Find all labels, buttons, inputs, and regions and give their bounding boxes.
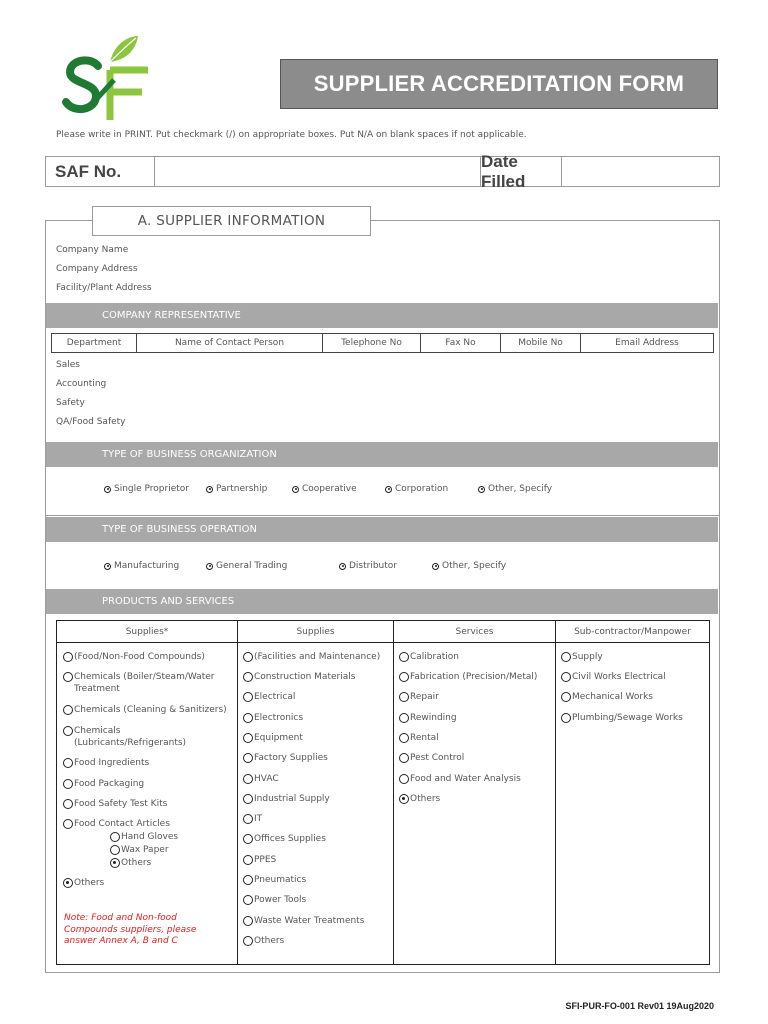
date-filled-field[interactable] bbox=[562, 157, 719, 186]
radio-dot-icon bbox=[339, 563, 346, 570]
radio-circle-icon bbox=[399, 733, 409, 743]
radio-circle-icon bbox=[561, 652, 571, 662]
radio-circle-icon bbox=[63, 819, 73, 829]
radio-circle-icon bbox=[243, 713, 253, 723]
divider bbox=[46, 515, 719, 516]
radio-circle-icon bbox=[243, 916, 253, 926]
radio-circle-icon bbox=[63, 705, 73, 715]
checkbox-chemicals-cleaning[interactable]: Chemicals (Cleaning & Sanitizers) bbox=[63, 704, 227, 716]
checkbox-food-water-analysis[interactable]: Food and Water Analysis bbox=[399, 773, 521, 785]
column-supplies bbox=[238, 621, 394, 964]
radio-circle-icon bbox=[399, 713, 409, 723]
saf-row bbox=[45, 151, 720, 191]
column-contact-person: Name of Contact Person bbox=[137, 334, 323, 352]
checkbox-hvac[interactable]: HVAC bbox=[243, 773, 279, 785]
checkbox-pneumatics[interactable]: Pneumatics bbox=[243, 874, 306, 886]
checkbox-services-others[interactable]: Others bbox=[399, 793, 440, 805]
checkbox-plumbing-sewage[interactable]: Plumbing/Sewage Works bbox=[561, 712, 683, 724]
rep-row-accounting: Accounting bbox=[56, 379, 107, 389]
checkbox-mechanical-works[interactable]: Mechanical Works bbox=[561, 691, 653, 703]
radio-circle-icon bbox=[561, 713, 571, 723]
radio-corporation[interactable]: Corporation bbox=[385, 484, 448, 494]
radio-circle-icon bbox=[243, 834, 253, 844]
sf-logo-icon bbox=[62, 34, 152, 124]
radio-circle-icon bbox=[63, 758, 73, 768]
radio-circle-icon bbox=[243, 794, 253, 804]
checkbox-ppes[interactable]: PPES bbox=[243, 854, 276, 866]
radio-circle-icon bbox=[110, 832, 120, 842]
radio-dot-icon bbox=[206, 563, 213, 570]
radio-single-proprietor[interactable]: Single Proprietor bbox=[104, 484, 189, 494]
radio-circle-icon bbox=[243, 692, 253, 702]
checkbox-food-contact-articles[interactable]: Food Contact Articles bbox=[63, 818, 170, 830]
form-title: SUPPLIER ACCREDITATION FORM bbox=[280, 59, 718, 109]
date-filled-label: Date Filled bbox=[481, 157, 562, 186]
radio-circle-icon bbox=[243, 875, 253, 885]
company-address-field[interactable]: Company Address bbox=[56, 264, 138, 274]
radio-circle-icon bbox=[243, 733, 253, 743]
radio-circle-icon bbox=[243, 855, 253, 865]
radio-circle-icon bbox=[63, 726, 73, 736]
annex-note: Note: Food and Non-food Compounds suppliers, please answer Annex A, B and C bbox=[64, 913, 197, 946]
radio-checked-icon bbox=[63, 878, 73, 888]
radio-dot-icon bbox=[206, 486, 213, 493]
radio-operation-other[interactable]: Other, Specify bbox=[432, 561, 506, 571]
radio-checked-icon bbox=[399, 794, 409, 804]
radio-circle-icon bbox=[243, 672, 253, 682]
checkbox-construction-materials[interactable]: Construction Materials bbox=[243, 671, 355, 683]
company-logo bbox=[62, 34, 152, 124]
column-services bbox=[394, 621, 556, 964]
radio-partnership[interactable]: Partnership bbox=[206, 484, 267, 494]
checkbox-power-tools[interactable]: Power Tools bbox=[243, 894, 306, 906]
business-op-bar: TYPE OF BUSINESS OPERATION bbox=[46, 517, 718, 542]
checkbox-supplies-others[interactable]: Others bbox=[243, 935, 284, 947]
radio-dot-icon bbox=[104, 486, 111, 493]
checkbox-chemicals-boiler[interactable]: Chemicals (Boiler/Steam/Water Treatment bbox=[63, 671, 235, 695]
column-header: Sub-contractor/Manpower bbox=[556, 621, 709, 643]
radio-circle-icon bbox=[63, 672, 73, 682]
column-telephone: Telephone No bbox=[323, 334, 421, 352]
column-header: Services bbox=[394, 621, 555, 643]
radio-circle-icon bbox=[399, 652, 409, 662]
company-rep-bar: COMPANY REPRESENTATIVE bbox=[46, 303, 718, 328]
checkbox-food-safety-test-kits[interactable]: Food Safety Test Kits bbox=[63, 798, 167, 810]
radio-circle-icon bbox=[243, 774, 253, 784]
business-org-bar: TYPE OF BUSINESS ORGANIZATION bbox=[46, 442, 718, 467]
radio-circle-icon bbox=[243, 895, 253, 905]
column-department: Department bbox=[52, 334, 137, 352]
checkbox-facilities-maintenance[interactable]: (Facilities and Maintenance) bbox=[243, 651, 380, 663]
saf-no-label: SAF No. bbox=[46, 157, 155, 186]
checkbox-industrial-supply[interactable]: Industrial Supply bbox=[243, 793, 330, 805]
document-code: SFI-PUR-FO-001 Rev01 19Aug2020 bbox=[565, 1001, 714, 1011]
checkbox-fabrication[interactable]: Fabrication (Precision/Metal) bbox=[399, 671, 537, 683]
checkbox-rewinding[interactable]: Rewinding bbox=[399, 712, 457, 724]
radio-circle-icon bbox=[399, 692, 409, 702]
rep-row-qa-food-safety: QA/Food Safety bbox=[56, 417, 126, 427]
radio-circle-icon bbox=[243, 936, 253, 946]
checkbox-calibration[interactable]: Calibration bbox=[399, 651, 459, 663]
checkbox-factory-supplies[interactable]: Factory Supplies bbox=[243, 752, 328, 764]
column-mobile: Mobile No bbox=[501, 334, 581, 352]
radio-circle-icon bbox=[110, 845, 120, 855]
checkbox-food-packaging[interactable]: Food Packaging bbox=[63, 778, 144, 790]
radio-checked-icon bbox=[110, 858, 120, 868]
checkbox-hand-gloves[interactable]: Hand Gloves bbox=[110, 831, 178, 843]
checkbox-electrical[interactable]: Electrical bbox=[243, 691, 295, 703]
checkbox-equipment[interactable]: Equipment bbox=[243, 732, 303, 744]
radio-circle-icon bbox=[399, 774, 409, 784]
radio-org-other[interactable]: Other, Specify bbox=[478, 484, 552, 494]
checkbox-waste-water[interactable]: Waste Water Treatments bbox=[243, 915, 364, 927]
column-subcontractor bbox=[556, 621, 709, 964]
column-supplies-star bbox=[57, 621, 238, 964]
column-email: Email Address bbox=[615, 338, 679, 348]
radio-circle-icon bbox=[399, 672, 409, 682]
radio-circle-icon bbox=[561, 672, 571, 682]
checkbox-pest-control[interactable]: Pest Control bbox=[399, 752, 464, 764]
rep-row-safety: Safety bbox=[56, 398, 85, 408]
checkbox-it[interactable]: IT bbox=[243, 813, 262, 825]
radio-dot-icon bbox=[385, 486, 392, 493]
radio-dot-icon bbox=[432, 563, 439, 570]
radio-dot-icon bbox=[478, 486, 485, 493]
radio-circle-icon bbox=[243, 814, 253, 824]
checkbox-electronics[interactable]: Electronics bbox=[243, 712, 303, 724]
checkbox-supply[interactable]: Supply bbox=[561, 651, 603, 663]
radio-dot-icon bbox=[292, 486, 299, 493]
radio-circle-icon bbox=[399, 753, 409, 763]
radio-manufacturing[interactable]: Manufacturing bbox=[104, 561, 179, 571]
radio-distributor[interactable]: Distributor bbox=[339, 561, 397, 571]
checkbox-food-nonfood-compounds[interactable]: (Food/Non-Food Compounds) bbox=[63, 651, 205, 663]
checkbox-rental[interactable]: Rental bbox=[399, 732, 439, 744]
checkbox-chemicals-lubricants[interactable]: Chemicals (Lubricants/Refrigerants) bbox=[63, 725, 191, 749]
column-header: Supplies bbox=[238, 621, 393, 643]
radio-circle-icon bbox=[243, 652, 253, 662]
checkbox-food-ingredients[interactable]: Food Ingredients bbox=[63, 757, 149, 769]
radio-cooperative[interactable]: Cooperative bbox=[292, 484, 357, 494]
radio-dot-icon bbox=[104, 563, 111, 570]
radio-circle-icon bbox=[63, 799, 73, 809]
checkbox-offices-supplies[interactable]: Offices Supplies bbox=[243, 833, 326, 845]
column-fax: Fax No bbox=[421, 334, 501, 352]
company-name-field[interactable]: Company Name bbox=[56, 245, 129, 255]
checkbox-supplies-star-others[interactable]: Others bbox=[63, 877, 104, 889]
checkbox-civil-works-electrical[interactable]: Civil Works Electrical bbox=[561, 671, 666, 683]
radio-circle-icon bbox=[243, 753, 253, 763]
radio-circle-icon bbox=[63, 779, 73, 789]
checkbox-contact-articles-others[interactable]: Others bbox=[110, 857, 151, 869]
radio-circle-icon bbox=[561, 692, 571, 702]
instructions-text: Please write in PRINT. Put checkmark (/) on appropriate boxes. Put N/A on blank spaces if not applicable. bbox=[56, 130, 527, 140]
company-rep-table-header bbox=[51, 333, 714, 353]
radio-circle-icon bbox=[63, 652, 73, 662]
checkbox-wax-paper[interactable]: Wax Paper bbox=[110, 844, 169, 856]
facility-address-field[interactable]: Facility/Plant Address bbox=[56, 283, 152, 293]
products-bar: PRODUCTS AND SERVICES bbox=[46, 589, 718, 614]
checkbox-repair[interactable]: Repair bbox=[399, 691, 439, 703]
rep-row-sales: Sales bbox=[56, 360, 80, 370]
saf-no-field[interactable] bbox=[155, 157, 481, 186]
section-a-title: A. SUPPLIER INFORMATION bbox=[92, 206, 371, 236]
products-table bbox=[56, 620, 710, 965]
column-header: Supplies* bbox=[57, 621, 237, 643]
radio-general-trading[interactable]: General Trading bbox=[206, 561, 287, 571]
